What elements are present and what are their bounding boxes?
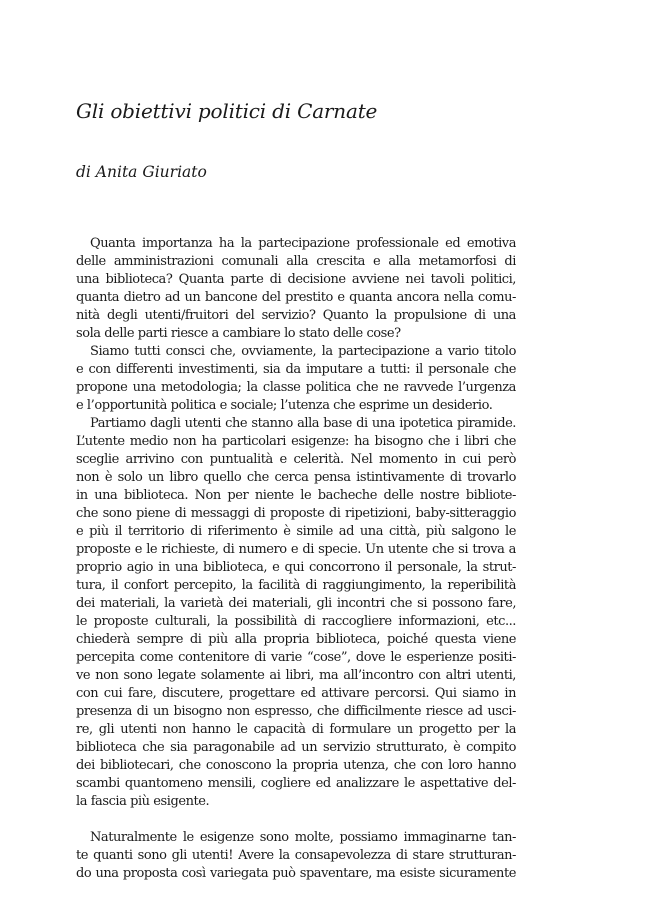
text-line: sceglie arrivino con puntualità e celerità. Nel momento in cui però	[76, 452, 516, 467]
paragraph	[76, 829, 516, 883]
text-line: te quanti sono gli utenti! Avere la consapevolezza di stare strutturan-	[76, 848, 516, 863]
text-line: non è solo un libro quello che cerca pensa istintivamente di trovarlo	[76, 470, 516, 485]
article-author: di Anita Giuriato	[76, 163, 207, 181]
text-line: e più il territorio di riferimento è simile ad una città, più salgono le	[76, 524, 516, 539]
text-line: percepita come contenitore di varie “cose”, dove le esperienze positi-	[76, 650, 516, 665]
text-line: proposte e le richieste, di numero e di specie. Un utente che si trova a	[76, 542, 516, 557]
text-line: scambi quantomeno mensili, cogliere ed analizzare le aspettative del-	[76, 776, 516, 791]
text-line: Quanta importanza ha la partecipazione professionale ed emotiva	[90, 236, 516, 251]
text-line: presenza di un bisogno non espresso, che difficilmente riesce ad usci-	[76, 704, 516, 719]
paragraph	[76, 415, 516, 811]
text-line: con cui fare, discutere, progettare ed attivare percorsi. Qui siamo in	[76, 686, 516, 701]
text-line: Naturalmente le esigenze sono molte, possiamo immaginarne tan-	[90, 830, 516, 845]
text-line: delle amministrazioni comunali alla crescita e alla metamorfosi di	[76, 254, 516, 269]
text-line: sola delle parti riesce a cambiare lo stato delle cose?	[76, 326, 401, 341]
article-body	[76, 235, 516, 883]
text-line: re, gli utenti non hanno le capacità di formulare un progetto per la	[76, 722, 516, 737]
paragraph	[76, 235, 516, 343]
text-line: e con differenti investimenti, sia da imputare a tutti: il personale che	[76, 362, 516, 377]
text-line: che sono piene di messaggi di proposte di ripetizioni, baby-sitteraggio	[76, 506, 516, 521]
text-line: Partiamo dagli utenti che stanno alla base di una ipotetica piramide.	[90, 416, 516, 431]
text-line: una biblioteca? Quanta parte di decisione avviene nei tavoli politici,	[76, 272, 516, 287]
text-line: le proposte culturali, la possibilità di raccogliere informazioni, etc...	[76, 614, 516, 629]
text-line: propone una metodologia; la classe politica che ne ravvede l’urgenza	[76, 380, 516, 395]
text-line: Siamo tutti consci che, ovviamente, la partecipazione a vario titolo	[90, 344, 516, 359]
text-line: dei bibliotecari, che conoscono la propria utenza, che con loro hanno	[76, 758, 516, 773]
text-line: tura, il confort percepito, la facilità di raggiungimento, la reperibilità	[76, 578, 516, 593]
text-line: chiederà sempre di più alla propria biblioteca, poiché questa viene	[76, 632, 516, 647]
text-line: quanta dietro ad un bancone del prestito e quanta ancora nella comu-	[76, 290, 516, 305]
text-line: la fascia più esigente.	[76, 794, 210, 809]
text-line: in una biblioteca. Non per niente le bacheche delle nostre bibliote-	[76, 488, 516, 503]
text-line: proprio agio in una biblioteca, e qui concorrono il personale, la strut-	[76, 560, 516, 575]
text-line: L’utente medio non ha particolari esigenze: ha bisogno che i libri che	[76, 434, 516, 449]
text-line: biblioteca che sia paragonabile ad un servizio strutturato, è compito	[76, 740, 516, 755]
text-line: do una proposta così variegata può spaventare, ma esiste sicuramente	[76, 866, 516, 881]
text-line: dei materiali, la varietà dei materiali, gli incontri che si possono fare,	[76, 596, 516, 611]
article-title: Gli obiettivi politici di Carnate	[76, 99, 378, 123]
text-line: nità degli utenti/fruitori del servizio? Quanto la propulsione di una	[76, 308, 516, 323]
paragraph	[76, 343, 516, 415]
text-line: ve non sono legate solamente ai libri, ma all’incontro con altri utenti,	[76, 668, 516, 683]
text-line: e l’opportunità politica e sociale; l’utenza che esprime un desiderio.	[76, 398, 493, 413]
